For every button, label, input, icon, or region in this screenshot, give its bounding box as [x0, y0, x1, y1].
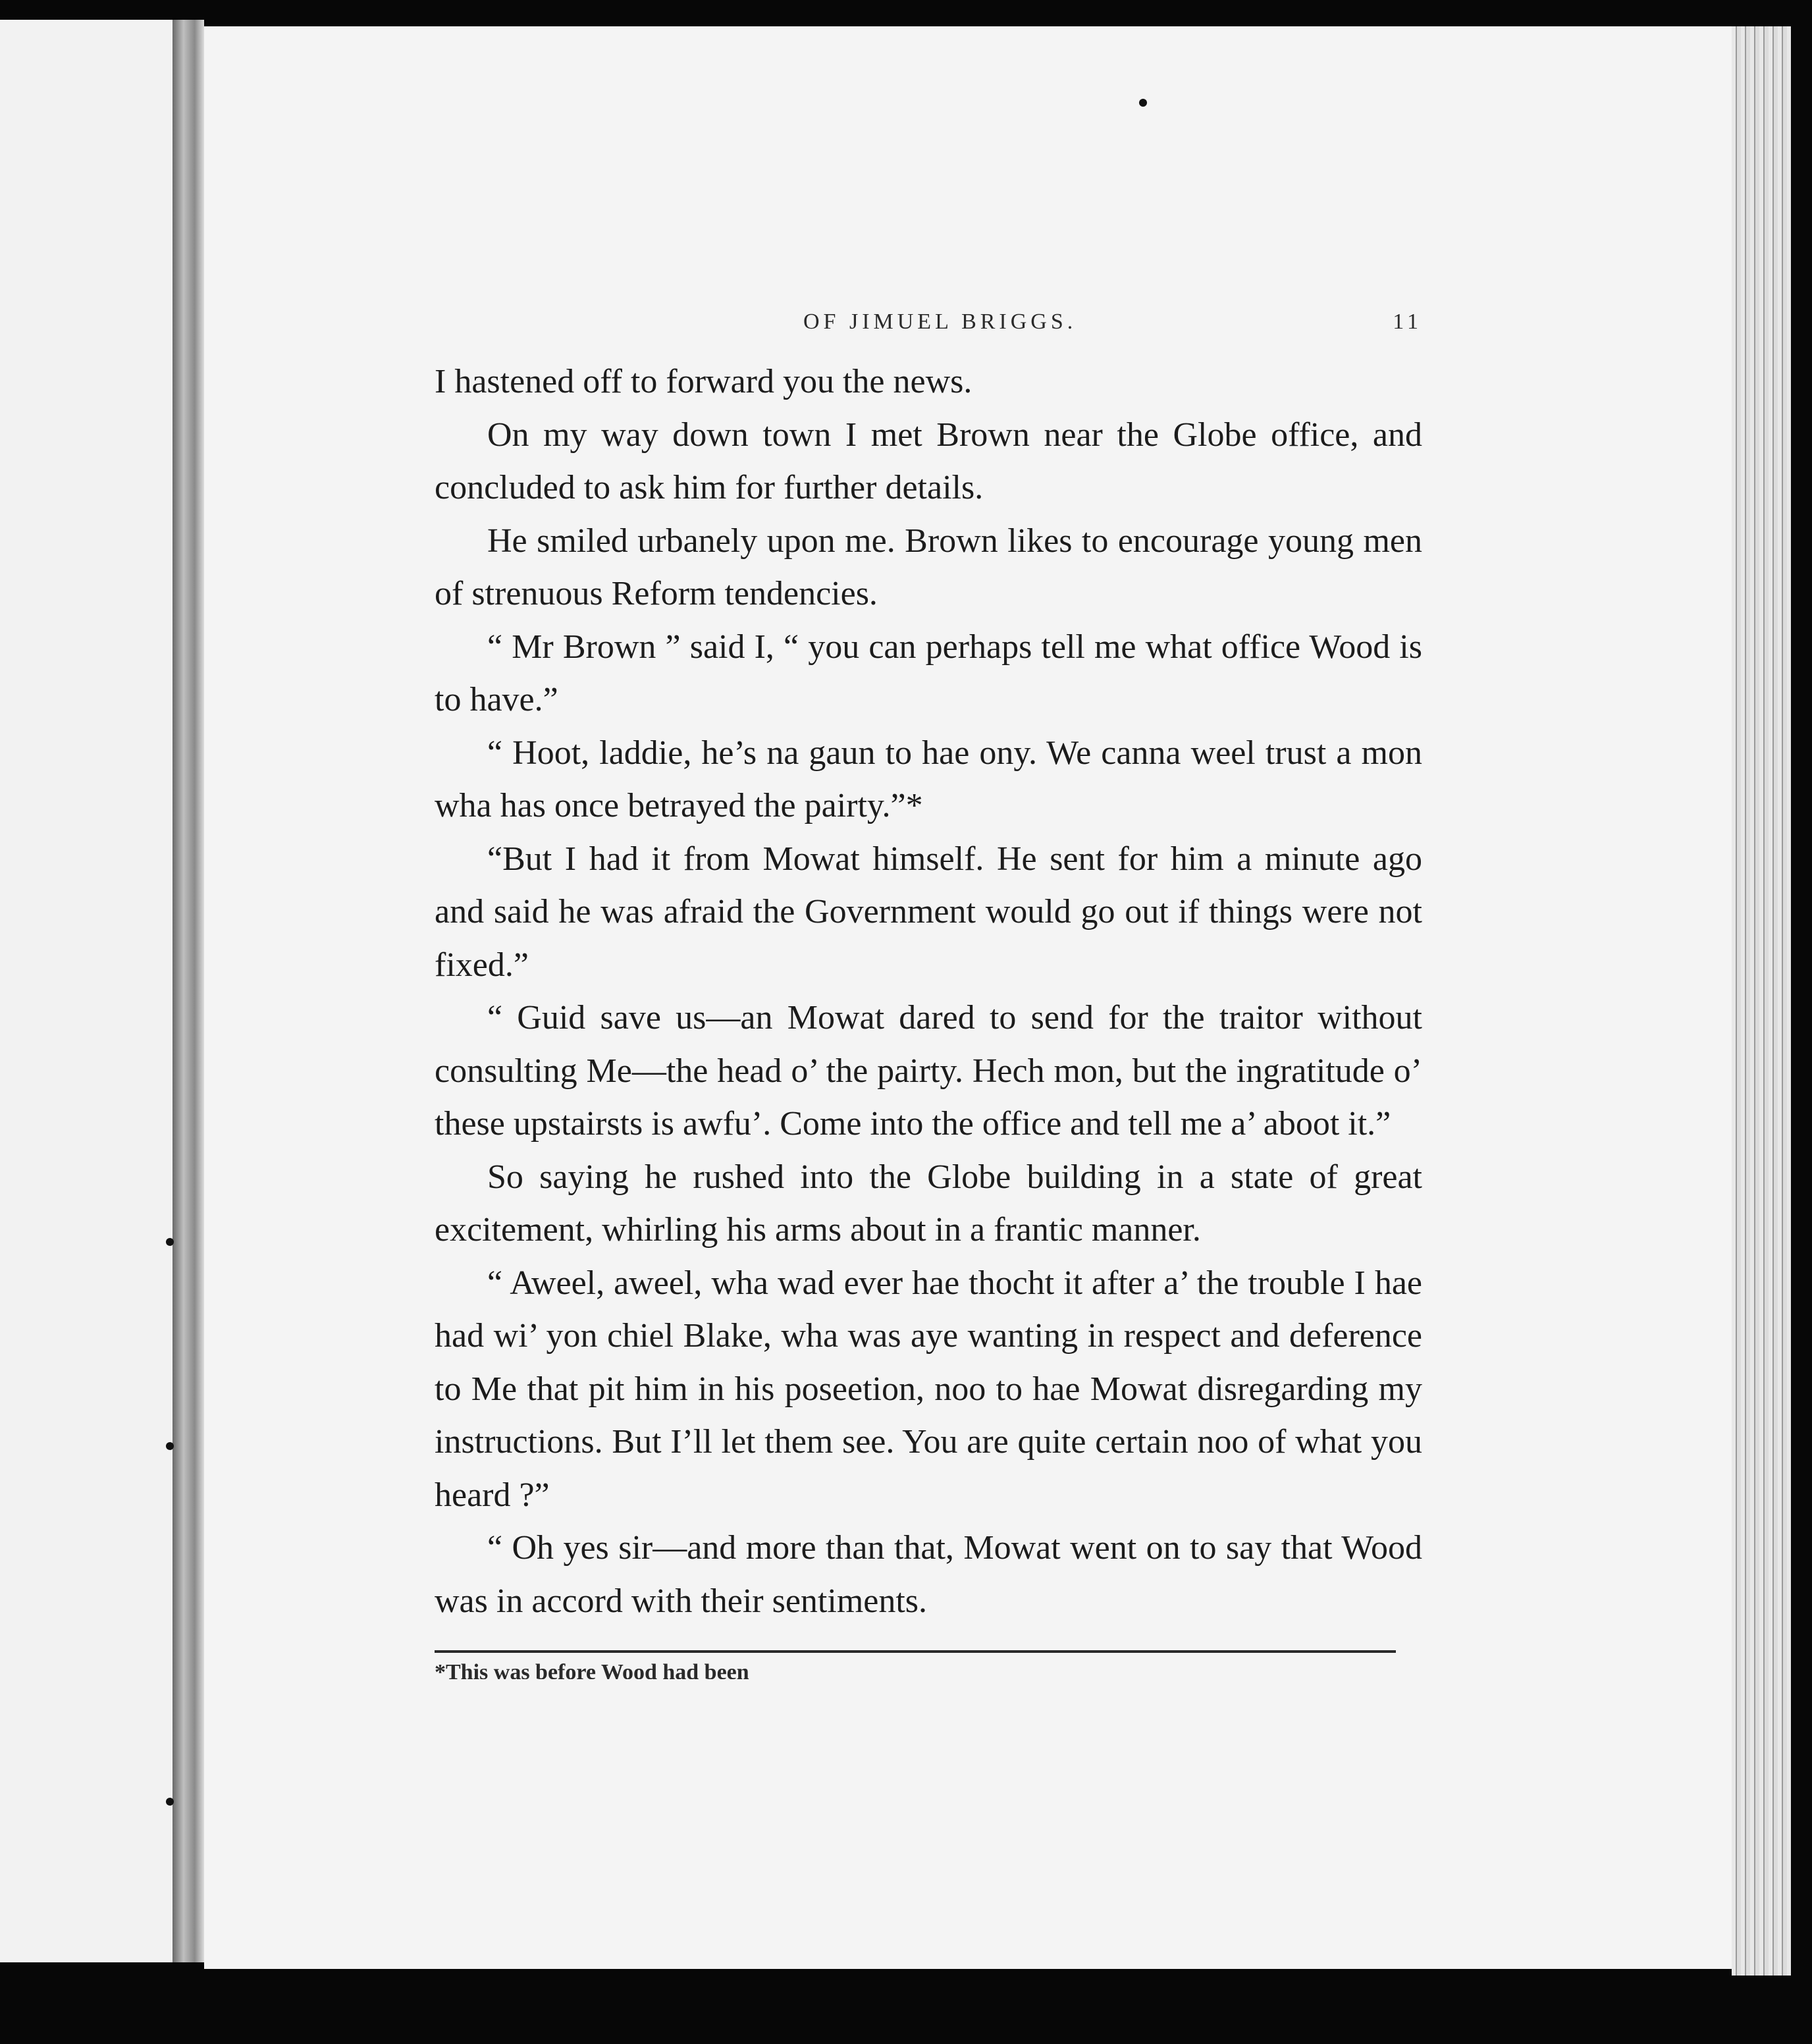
page-header	[435, 296, 1422, 356]
paragraph: “But I had it from Mowat himself. He sent for him a minute ago and said he was afraid the Government would go out if things were not fixed.”	[435, 840, 1422, 984]
book-gutter	[173, 20, 204, 1962]
paragraph: So saying he rushed into the Globe building in a state of great excitement, whirling his arms about in a frantic manner.	[435, 1158, 1422, 1249]
paragraph: “ Hoot, laddie, he’s na gaun to hae ony. We canna weel trust a mon wha has once betrayed the pairty.”*	[435, 734, 1422, 824]
paragraph: “ Mr Brown ” said I, “ you can perhaps tell me what office Wood is to have.”	[435, 628, 1422, 718]
margin-speck	[166, 1238, 174, 1246]
paragraph: On my way down town I met Brown near the Globe office, and concluded to ask him for further details.	[435, 416, 1422, 506]
running-head: OF JIMUEL BRIGGS.	[803, 309, 1077, 334]
paragraph: “ Aweel, aweel, wha wad ever hae thocht it after a’ the trouble I hae had wi’ yon chiel Blake, wha was aye wanting in respect and deference to Me that pit him in his poseetion, noo to hae Mowat disregarding my instructions. But I’ll let them see. You are quite certain noo of what you heard ?”	[435, 1264, 1422, 1514]
paragraph: “ Guid save us—an Mowat dared to send for the traitor without consulting Me—the head o’ the pairty. Hech mon, but the ingratitude o’ these upstairsts is awfu’. Come into the office and tell me a’ aboot it.”	[435, 999, 1422, 1143]
paragraph: “ Oh yes sir—and more than that, Mowat went on to say that Wood was in accord with their sentiments.	[435, 1529, 1422, 1620]
margin-speck	[166, 1798, 174, 1806]
paper-speck	[1139, 99, 1147, 107]
footnote-rule	[435, 1650, 1396, 1653]
footnote: *This was before Wood had been	[435, 1660, 749, 1679]
page-fore-edge	[1732, 26, 1791, 1976]
body-text	[435, 356, 1422, 1628]
paragraph: He smiled urbanely upon me. Brown likes to encourage young men of strenuous Reform tendencies.	[435, 522, 1422, 612]
margin-speck	[166, 1442, 174, 1450]
page-number: 11	[1393, 309, 1422, 334]
left-page-edge	[0, 20, 173, 1962]
page-content	[435, 296, 1422, 1679]
paragraph: I hastened off to forward you the news.	[435, 363, 973, 400]
